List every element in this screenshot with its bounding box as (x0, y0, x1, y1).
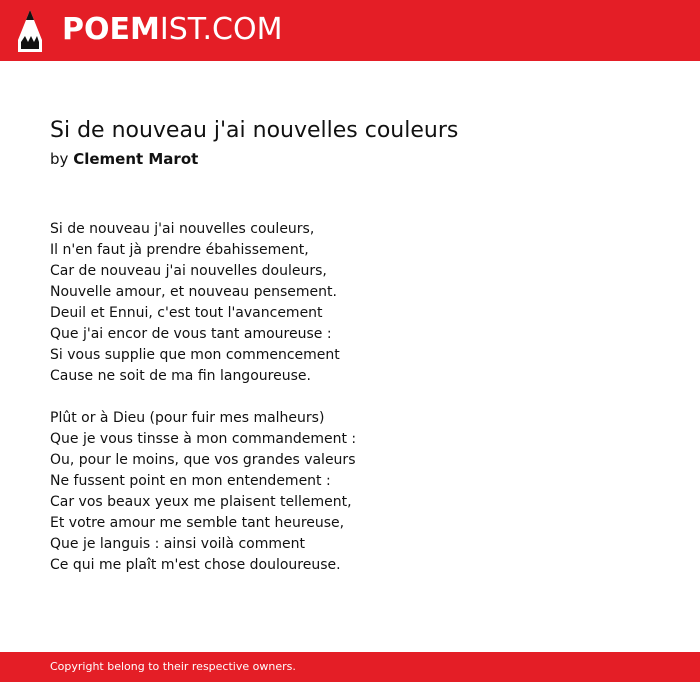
poem-line: Que je languis : ainsi voilà comment (50, 536, 305, 552)
poem-line: Deuil et Ennui, c'est tout l'avancement (50, 305, 323, 321)
poem-line: Il n'en faut jà prendre ébahissement, (50, 242, 309, 258)
site-logo-text[interactable] (62, 12, 282, 48)
poem-line: Si de nouveau j'ai nouvelles couleurs, (50, 221, 315, 237)
poem-line: Que je vous tinsse à mon commandement : (50, 431, 357, 447)
stanza-1 (50, 219, 670, 387)
poem-line: Que j'ai encor de vous tant amoureuse : (50, 326, 332, 342)
site-footer (0, 652, 700, 682)
brand-bold: POEM (62, 12, 160, 47)
by-label: by (50, 150, 69, 168)
poem-line: Et votre amour me semble tant heureuse, (50, 515, 345, 531)
poem-title: Si de nouveau j'ai nouvelles couleurs (50, 118, 459, 143)
poem-line: Ce qui me plaît m'est chose douloureuse. (50, 557, 341, 573)
poem-line: Car vos beaux yeux me plaisent tellement, (50, 494, 352, 510)
copyright-text: Copyright belong to their respective owners. (50, 660, 296, 673)
byline (50, 149, 198, 169)
poem-line: Ou, pour le moins, que vos grandes valeurs (50, 452, 356, 468)
brand-light: IST.COM (159, 12, 283, 47)
pencil-tip-icon[interactable] (17, 9, 43, 52)
poem-line: Nouvelle amour, et nouveau pensement. (50, 284, 337, 300)
poem-line: Car de nouveau j'ai nouvelles douleurs, (50, 263, 327, 279)
site-header (0, 0, 700, 61)
stanza-2 (50, 408, 670, 576)
poem-body (50, 219, 670, 597)
poem-line: Cause ne soit de ma fin langoureuse. (50, 368, 311, 384)
poem-line: Plût or à Dieu (pour fuir mes malheurs) (50, 410, 325, 426)
author-name[interactable]: Clement Marot (73, 150, 199, 168)
poem-line: Si vous supplie que mon commencement (50, 347, 340, 363)
poem-line: Ne fussent point en mon entendement : (50, 473, 331, 489)
